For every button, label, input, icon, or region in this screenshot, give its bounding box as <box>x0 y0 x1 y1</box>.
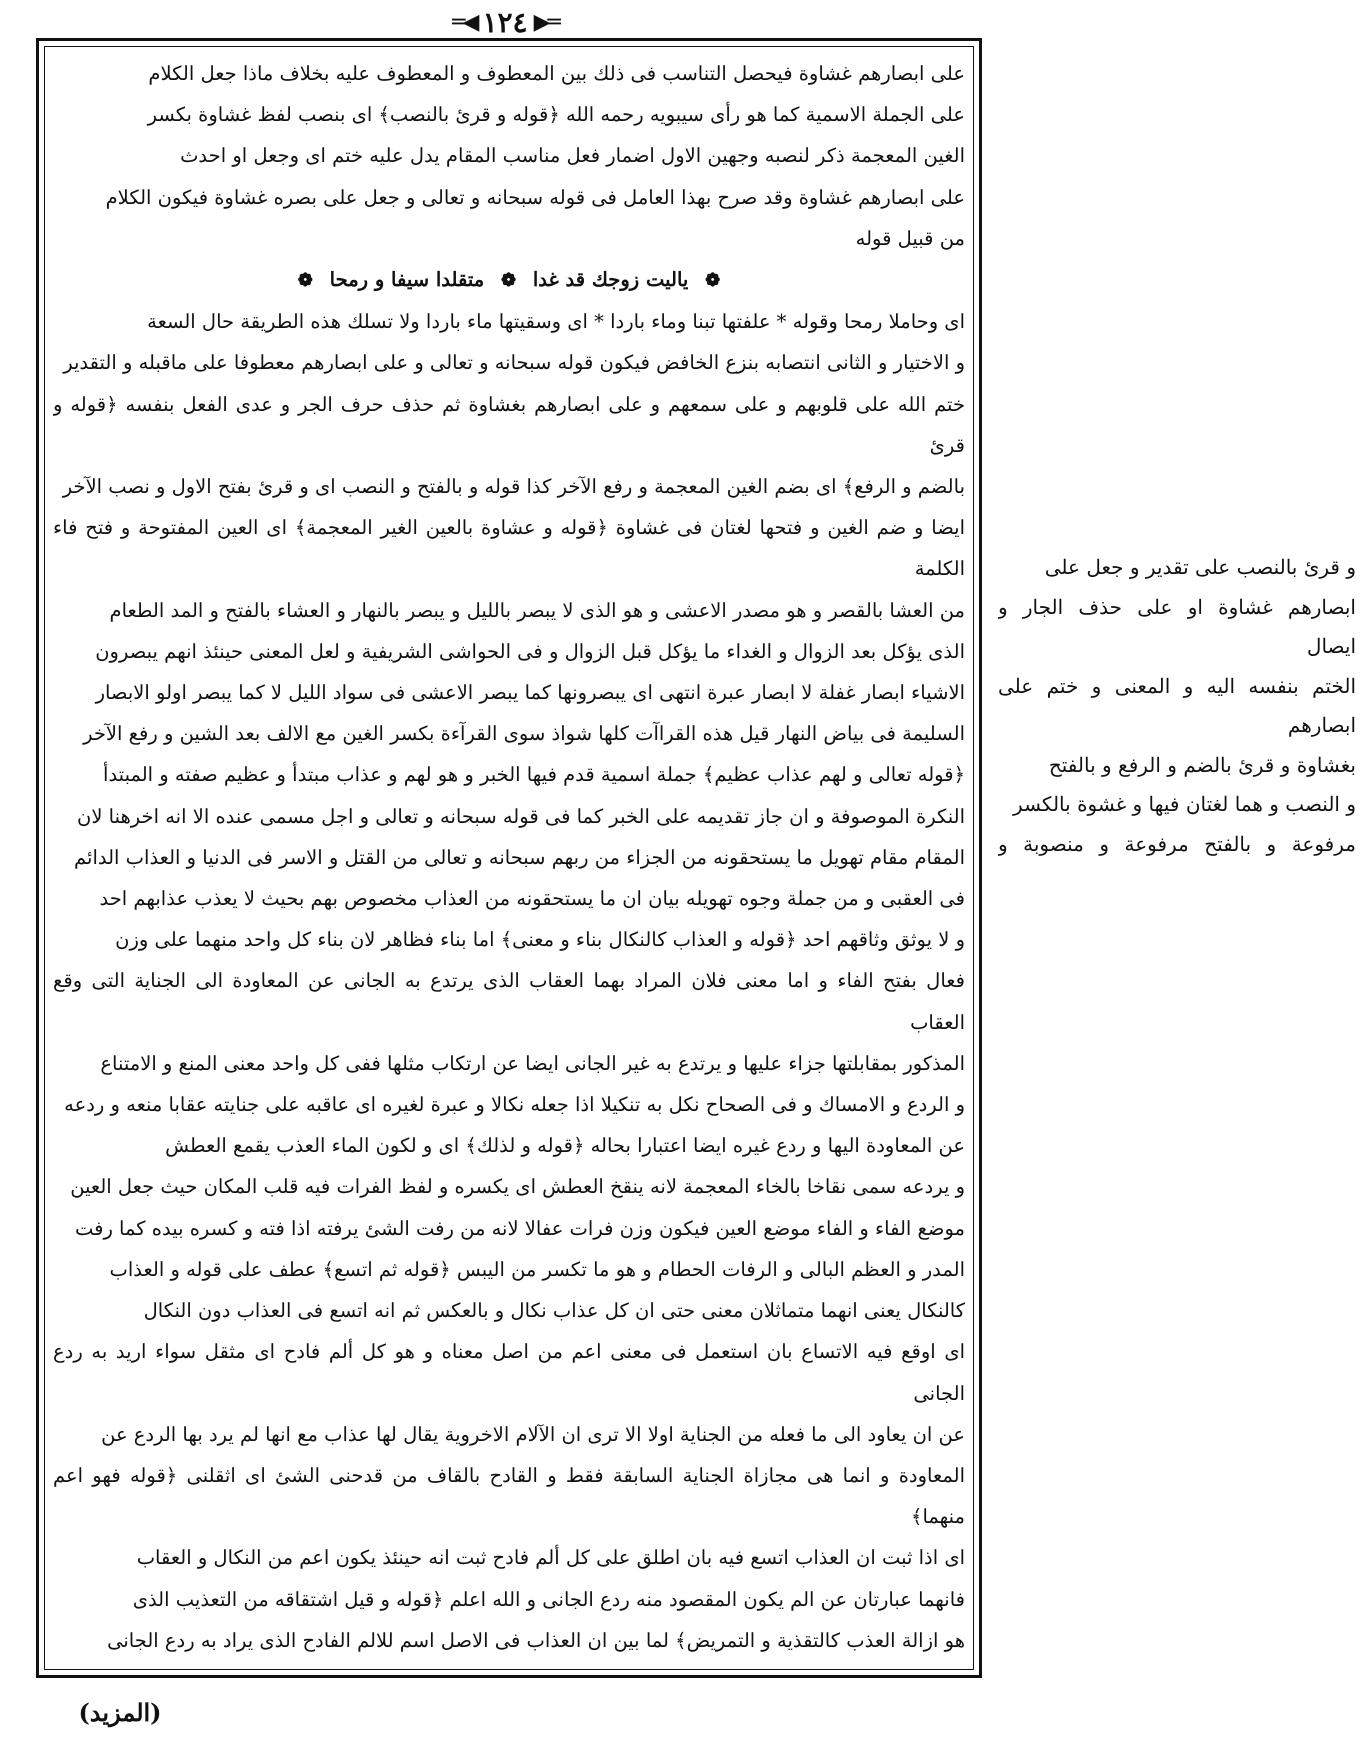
main-line: من قبيل قوله <box>855 226 965 250</box>
main-line: عن المعاودة اليها و ردع غيره ايضا اعتبارا بحاله ﴿قوله و لذلك﴾ اى و لكون الماء العذب يقمع العطش <box>165 1134 965 1158</box>
verse-part-first: ياليت زوجك قد غدا <box>532 268 689 292</box>
main-line: على ابصارهم غشاوة فيحصل التناسب فى ذلك بين المعطوف و المعطوف عليه بخلاف ماذا جعل الكلام <box>148 62 965 85</box>
main-line <box>53 1661 965 1663</box>
main-line: اى اوقع فيه الاتساع بان استعمل فى معنى اعم من اصل معناه و هو كل ألم فادح اى مثقل سواء اريد به ردع الجانى <box>53 1340 965 1405</box>
main-line: المقام مقام تهويل ما يستحقونه من الجزاء من ربهم سبحانه و تعالى من القتل و الاسر فى الدنيا و العذاب الدائم <box>74 845 965 869</box>
main-line: الذى يؤكل بعد الزوال و الغداء ما يؤكل قبل الزوال و فى الحواشى الشريفية و لعل المعنى حينئذ انهم يبصرون <box>95 639 965 663</box>
verse-part-second: متقلدا سيفا و رمحا <box>329 268 485 292</box>
main-line: فانهما عبارتان عن الم يكون المقصود منه ردع الجانى و الله اعلم ﴿قوله و قيل اشتقاقه من التعذيب الذى <box>132 1587 965 1611</box>
main-line: على الجملة الاسمية كما هو رأى سيبويه رحمه الله ﴿قوله و قرئ بالنصب﴾ اى بنصب لفظ غشاوة بكسر <box>147 103 965 127</box>
margin-line: بغشاوة و قرئ بالضم و الرفع و بالفتح <box>1048 752 1356 777</box>
catchword: (المزيد) <box>78 1697 162 1727</box>
main-text-inner-border <box>44 46 974 1670</box>
page-number: ١٢٤ <box>482 5 528 39</box>
main-line: النكرة الموصوفة و ان جاز تقديمه على الخبر كما فى قوله سبحانه و تعالى و اجل مسمى عنده الا انه اخرهنا لان <box>77 804 965 828</box>
main-line: كالنكال يعنى انهما متماثلان معنى حتى ان كل عذاب نكال و بالعكس ثم انه اتسع فى العذاب دون النكال <box>143 1299 965 1323</box>
main-line: اى اذا ثبت ان العذاب اتسع فيه بان اطلق على كل ألم فادح ثبت انه حينئذ يكون اعم من النكال و العقاب <box>136 1546 965 1570</box>
main-line: ﴿قوله تعالى و لهم عذاب عظيم﴾ جملة اسمية قدم فيها الخبر و هو لهم و عذاب مبتدأ و عظيم صفته و المبتدأ <box>103 763 965 787</box>
main-line: فى العقبى و من جملة وجوه تهويله بيان ان ما يستحقونه من العذاب مخصوص بهم بحيث لا يعذب عذابهم احد <box>99 887 965 911</box>
main-line: و الاختيار و الثانى انتصابه بنزع الخافض فيكون قوله سبحانه و تعالى و على ابصارهم معطوفا على ماقبله و التقدير <box>63 351 965 375</box>
margin-line: مرفوعة و بالفتح مرفوعة و منصوبة و <box>998 831 1356 856</box>
verse-star-ornament: ❁ <box>500 270 517 292</box>
main-line: و يردعه سمى نقاخا بالخاء المعجمة لانه ينقخ العطش اى يكسره و لفظ الفرات فيه قلب المكان حيث جعل العين <box>70 1175 965 1199</box>
verse-star-ornament: ❁ <box>297 270 313 292</box>
margin-line: و قرئ بالنصب على تقدير و جعل على <box>1044 555 1356 579</box>
main-line: فعال بفتح الفاء و اما معنى فلان المراد بهما العقاب الذى يرتدع به الجانى عن المعاودة الى الجناية التى وقع العقاب <box>53 969 965 1034</box>
main-line: المدر و العظم البالى و الرفات الحطام و هو ما تكسر من اليبس ﴿قوله ثم اتسع﴾ عطف على قوله و العذاب <box>109 1257 965 1281</box>
main-line: الغين المعجمة ذكر لنصبه وجهين الاول اضمار فعل مناسب المقام يدل عليه ختم اى وجعل او احدث <box>180 144 965 168</box>
main-line: المذكور بمقابلتها جزاء عليها و يرتدع به غير الجانى ايضا عن ارتكاب مثلها ففى كل واحد معنى المنع و الامتناع <box>100 1051 965 1075</box>
main-line: و لا يوثق وثاقهم احد ﴿قوله و العذاب كالنكال بناء و معنى﴾ اما بناء فظاهر لان بناء كل واحد منهما على وزن <box>115 928 965 952</box>
main-line: ختم الله على قلوبهم و على سمعهم و على ابصارهم بغشاوة ثم حذف حرف الجر و عدى الفعل بنفسه ﴿قوله و قرئ <box>53 392 965 457</box>
main-line: من العشا بالقصر و هو مصدر الاعشى و هو الذى لا يبصر بالليل و يبصر بالنهار و العشاء بالفتح و المد الطعام <box>109 598 965 622</box>
main-line: اى وحاملا رمحا وقوله * علفتها تبنا وماء باردا * اى وسقيتها ماء باردا ولا تسلك هذه الطريقة حال السعة <box>147 310 965 334</box>
verse-line <box>53 259 965 301</box>
main-line: بالضم و الرفع﴾ اى بضم الغين المعجمة و رفع الآخر كذا قوله و بالفتح و النصب اى و قرئ بفتح الاول و نصب الآخر <box>62 475 965 499</box>
main-line: موضع الفاء و الفاء موضع العين فيكون وزن فرات عفالا لانه من رفت الشئ يرفته اذا فته و كسره بيده كما رفت <box>74 1216 965 1240</box>
margin-note <box>998 548 1356 858</box>
margin-line: الختم بنفسه اليه و المعنى و ختم على ابصارهم <box>998 673 1356 737</box>
ornament-right: ═▶ <box>533 9 558 35</box>
main-line: على ابصارهم غشاوة وقد صرح بهذا العامل فى قوله سبحانه و تعالى و جعل على بصره غشاوة فيكون الكلام <box>105 185 965 209</box>
ornament-left: ◀═ <box>452 9 477 35</box>
page-header <box>420 4 590 40</box>
main-line: و الردع و الامساك و فى الصحاح نكل به تنكيلا اذا جعله نكالا و عبرة لغيره اى عاقبه على جنايته عقابا منعه و ردعه <box>64 1093 965 1117</box>
verse-star-ornament: ❁ <box>705 270 721 292</box>
main-line: الاشياء ابصار غفلة لا ابصار عبرة انتهى اى يبصرونها كما يبصر الاعشى فى سواد الليل لا كما يبصر اولو الابصار <box>95 681 965 705</box>
main-text-block <box>53 53 965 1663</box>
main-line: عن ان يعاود الى ما فعله من الجناية اولا الا ترى ان الآلام الاخروية يقال لها عذاب مع انها لم يرد بها الردع عن <box>101 1422 965 1446</box>
margin-line: و النصب و هما لغتان فيها و غشوة بالكسر <box>1013 792 1356 816</box>
main-line: ايضا و ضم الغين و فتحها لغتان فى غشاوة ﴿قوله و عشاوة بالعين الغير المعجمة﴾ اى العين المفتوحة و فتح فاء الكلمة <box>53 516 965 581</box>
main-line: هو ازالة العذب كالتقذية و التمريض﴾ لما بين ان العذاب فى الاصل اسم للالم الفادح الذى يراد به ردع الجانى <box>107 1628 965 1652</box>
margin-line: ابصارهم غشاوة او على حذف الجار و ايصال <box>998 594 1356 658</box>
main-line: السليمة فى بياض النهار قيل هذه القراآت كلها شواذ سوى القرآءة بكسر الغين مع الالف بعد الشين و رفع الآخر <box>83 722 965 746</box>
main-line: المعاودة و انما هى مجازاة الجناية السابقة فقط و القادح بالقاف من قدحنى الشئ اى اثقلنى ﴿قوله فهو اعم منهما﴾ <box>53 1463 965 1529</box>
main-text-frame <box>36 38 982 1678</box>
